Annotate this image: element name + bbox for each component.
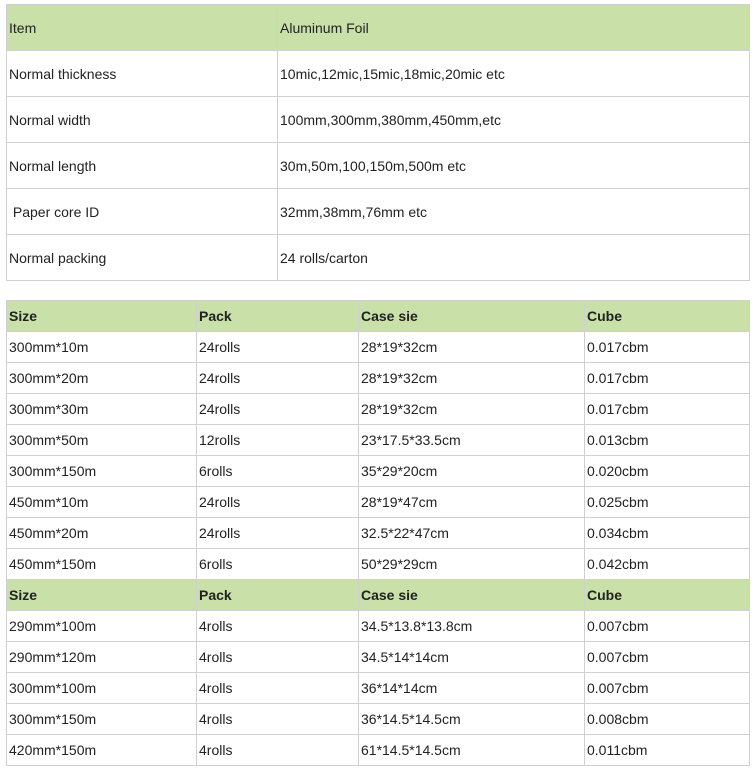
case-size-cell: 35*29*20cm bbox=[359, 456, 585, 487]
column-header-case-size: Case sie bbox=[359, 301, 585, 332]
table-row bbox=[7, 487, 749, 518]
table-row bbox=[7, 611, 749, 642]
spec-row-length bbox=[7, 143, 749, 189]
column-header-pack: Pack bbox=[197, 580, 359, 611]
spec-label: Normal packing bbox=[7, 235, 278, 280]
pack-cell: 24rolls bbox=[197, 363, 359, 394]
spec-row-thickness bbox=[7, 51, 749, 97]
size-cell: 300mm*10m bbox=[7, 332, 197, 363]
cube-cell: 0.013cbm bbox=[585, 425, 749, 456]
table-row bbox=[7, 642, 749, 673]
pack-cell: 24rolls bbox=[197, 518, 359, 549]
size-cell: 300mm*50m bbox=[7, 425, 197, 456]
spec-value: 30m,50m,100,150m,500m etc bbox=[278, 143, 749, 189]
pack-cell: 4rolls bbox=[197, 735, 359, 765]
pack-cell: 4rolls bbox=[197, 704, 359, 735]
pack-cell: 4rolls bbox=[197, 673, 359, 704]
pack-cell: 4rolls bbox=[197, 642, 359, 673]
cube-cell: 0.017cbm bbox=[585, 363, 749, 394]
table-row bbox=[7, 363, 749, 394]
size-cell: 300mm*150m bbox=[7, 704, 197, 735]
case-size-cell: 36*14*14cm bbox=[359, 673, 585, 704]
column-header-cube: Cube bbox=[585, 580, 749, 611]
size-cell: 450mm*150m bbox=[7, 549, 197, 580]
spec-row-core-id bbox=[7, 189, 749, 235]
spec-label: Normal length bbox=[7, 143, 278, 189]
column-header-size: Size bbox=[7, 301, 197, 332]
cube-cell: 0.008cbm bbox=[585, 704, 749, 735]
size-cell: 290mm*100m bbox=[7, 611, 197, 642]
table-row bbox=[7, 332, 749, 363]
pack-cell: 24rolls bbox=[197, 487, 359, 518]
size-cell: 300mm*20m bbox=[7, 363, 197, 394]
column-header-size: Size bbox=[7, 580, 197, 611]
pack-cell: 24rolls bbox=[197, 394, 359, 425]
spec-value: 32mm,38mm,76mm etc bbox=[278, 189, 749, 235]
size-cell: 450mm*20m bbox=[7, 518, 197, 549]
size-cell: 290mm*120m bbox=[7, 642, 197, 673]
spec-label: Normal thickness bbox=[7, 51, 278, 97]
cube-cell: 0.007cbm bbox=[585, 673, 749, 704]
table-row bbox=[7, 673, 749, 704]
spec-value: 100mm,300mm,380mm,450mm,etc bbox=[278, 97, 749, 143]
case-size-cell: 28*19*32cm bbox=[359, 332, 585, 363]
size-cell: 450mm*10m bbox=[7, 487, 197, 518]
group1-header-row bbox=[7, 301, 749, 332]
case-size-cell: 34.5*14*14cm bbox=[359, 642, 585, 673]
cube-cell: 0.007cbm bbox=[585, 611, 749, 642]
cube-cell: 0.011cbm bbox=[585, 735, 749, 765]
spec-label: Normal width bbox=[7, 97, 278, 143]
case-size-cell: 28*19*47cm bbox=[359, 487, 585, 518]
table-row bbox=[7, 549, 749, 580]
pack-cell: 6rolls bbox=[197, 549, 359, 580]
cube-cell: 0.020cbm bbox=[585, 456, 749, 487]
cube-cell: 0.017cbm bbox=[585, 332, 749, 363]
cube-cell: 0.007cbm bbox=[585, 642, 749, 673]
cube-cell: 0.034cbm bbox=[585, 518, 749, 549]
spec-row-packing bbox=[7, 235, 749, 280]
spec-value: 10mic,12mic,15mic,18mic,20mic etc bbox=[278, 51, 749, 97]
table-row bbox=[7, 518, 749, 549]
cube-cell: 0.017cbm bbox=[585, 394, 749, 425]
pack-cell: 6rolls bbox=[197, 456, 359, 487]
spec-table bbox=[6, 4, 750, 281]
size-cell: 300mm*100m bbox=[7, 673, 197, 704]
spec-header-label: Item bbox=[7, 5, 278, 51]
case-size-cell: 36*14.5*14.5cm bbox=[359, 704, 585, 735]
packing-table bbox=[6, 300, 750, 766]
cube-cell: 0.042cbm bbox=[585, 549, 749, 580]
cube-cell: 0.025cbm bbox=[585, 487, 749, 518]
case-size-cell: 61*14.5*14.5cm bbox=[359, 735, 585, 765]
table-row bbox=[7, 735, 749, 765]
pack-cell: 12rolls bbox=[197, 425, 359, 456]
case-size-cell: 28*19*32cm bbox=[359, 394, 585, 425]
spec-header-value: Aluminum Foil bbox=[278, 5, 749, 51]
group2-header-row bbox=[7, 580, 749, 611]
case-size-cell: 32.5*22*47cm bbox=[359, 518, 585, 549]
table-row bbox=[7, 456, 749, 487]
spec-row-width bbox=[7, 97, 749, 143]
pack-cell: 4rolls bbox=[197, 611, 359, 642]
size-cell: 420mm*150m bbox=[7, 735, 197, 765]
case-size-cell: 50*29*29cm bbox=[359, 549, 585, 580]
case-size-cell: 28*19*32cm bbox=[359, 363, 585, 394]
column-header-case-size: Case sie bbox=[359, 580, 585, 611]
spec-header-row bbox=[7, 5, 749, 51]
size-cell: 300mm*150m bbox=[7, 456, 197, 487]
case-size-cell: 34.5*13.8*13.8cm bbox=[359, 611, 585, 642]
table-row bbox=[7, 704, 749, 735]
size-cell: 300mm*30m bbox=[7, 394, 197, 425]
spec-value: 24 rolls/carton bbox=[278, 235, 749, 280]
pack-cell: 24rolls bbox=[197, 332, 359, 363]
case-size-cell: 23*17.5*33.5cm bbox=[359, 425, 585, 456]
column-header-pack: Pack bbox=[197, 301, 359, 332]
column-header-cube: Cube bbox=[585, 301, 749, 332]
spec-label: Paper core ID bbox=[7, 189, 278, 235]
table-row bbox=[7, 394, 749, 425]
table-row bbox=[7, 425, 749, 456]
